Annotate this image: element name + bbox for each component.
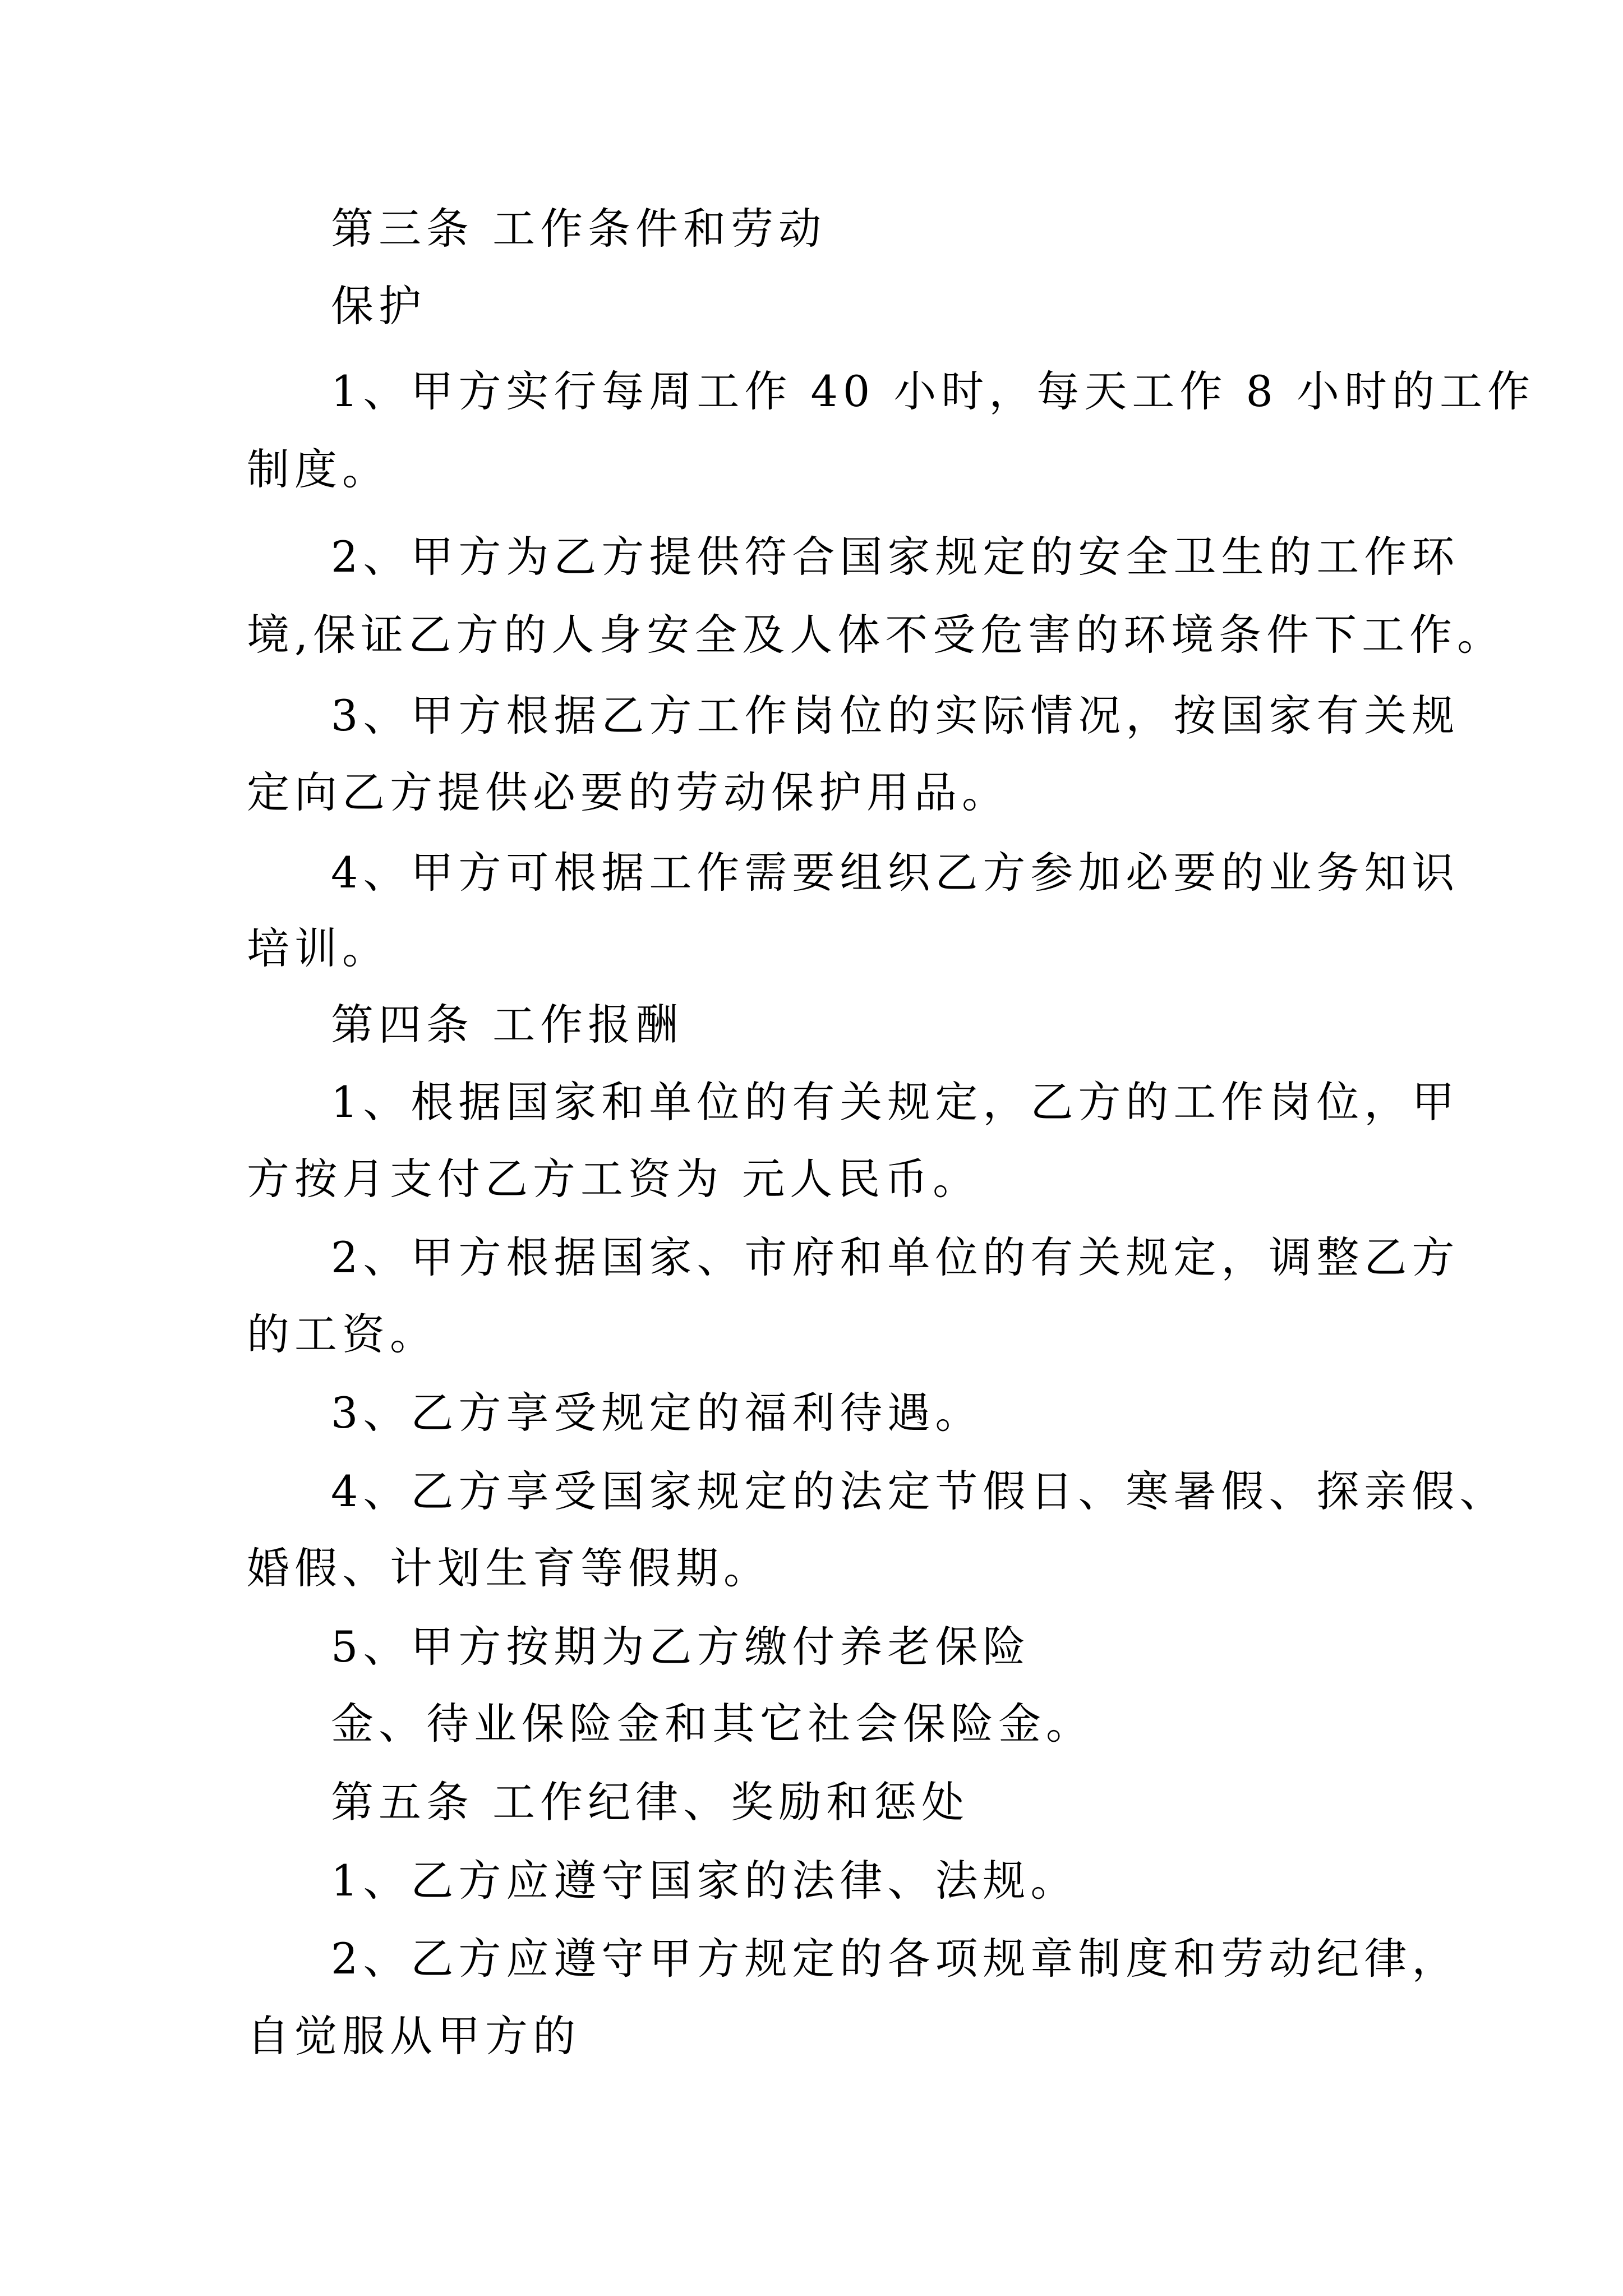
text-line: 制度。 [247, 444, 390, 494]
text-line: 2、乙方应遵守甲方规定的各项规章制度和劳动纪律， [331, 1934, 1460, 1984]
article-4-heading: 第四条 工作报酬 [331, 1000, 684, 1050]
article-3-heading-cont: 保护 [331, 281, 426, 331]
article-5-heading: 第五条 工作纪律、奖励和惩处 [331, 1777, 970, 1827]
text-line: 4、乙方享受国家规定的法定节假日、寒暑假、探亲假、 [331, 1466, 1507, 1516]
text-line: 定向乙方提供必要的劳动保护用品。 [247, 767, 1009, 817]
text-line: 3、甲方根据乙方工作岗位的实际情况，按国家有关规 [331, 691, 1460, 740]
text-line: 方按月支付乙方工资为 元人民币。 [247, 1154, 981, 1204]
text-line: 培训。 [247, 923, 390, 973]
text-line: 自觉服从甲方的 [247, 2011, 580, 2061]
text-line: 3、乙方享受规定的福利待遇。 [331, 1388, 983, 1438]
text-line: 境,保证乙方的人身安全及人体不受危害的环境条件下工作。 [247, 610, 1505, 660]
text-line: 4、甲方可根据工作需要组织乙方参加必要的业务知识 [331, 848, 1460, 898]
text-line: 的工资。 [247, 1309, 437, 1359]
text-line: 2、甲方根据国家、市府和单位的有关规定，调整乙方 [331, 1232, 1460, 1282]
text-line: 1、乙方应遵守国家的法律、法规。 [331, 1856, 1078, 1906]
text-line: 金、待业保险金和其它社会保险金。 [331, 1699, 1094, 1749]
text-line: 婚假、计划生育等假期。 [247, 1543, 771, 1593]
text-line: 1、根据国家和单位的有关规定，乙方的工作岗位，甲 [331, 1077, 1460, 1127]
text-line: 5、甲方按期为乙方缴付养老保险 [331, 1622, 1031, 1672]
text-line: 2、甲方为乙方提供符合国家规定的安全卫生的工作环 [331, 532, 1460, 582]
text-line: 1、甲方实行每周工作 40 小时，每天工作 8 小时的工作 [331, 366, 1536, 416]
article-3-heading: 第三条 工作条件和劳动 [331, 204, 827, 254]
